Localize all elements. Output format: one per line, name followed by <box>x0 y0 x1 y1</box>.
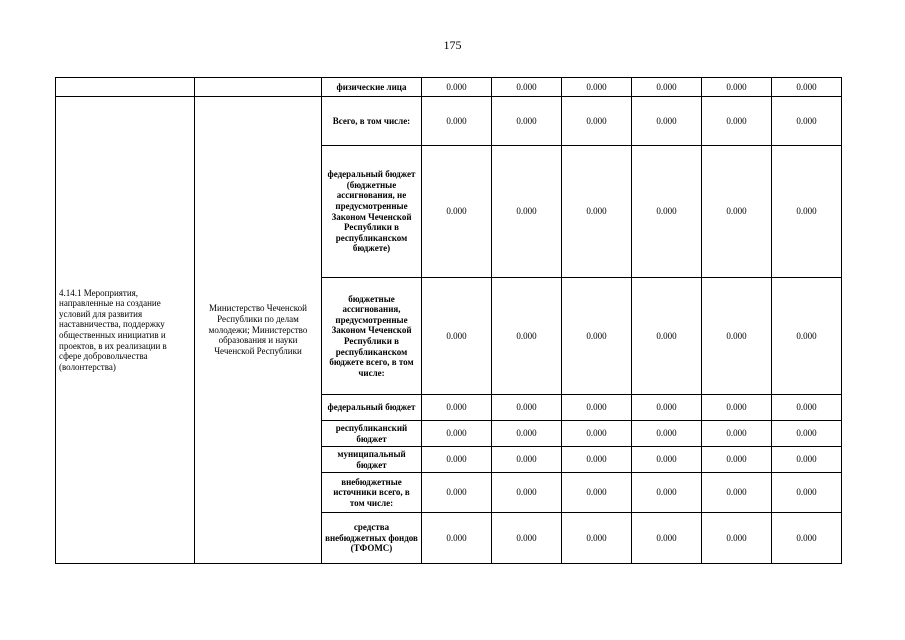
table-row <box>56 97 842 146</box>
amount-cell: 0.000 <box>632 395 702 421</box>
amount-cell: 0.000 <box>702 78 772 97</box>
amount-cell: 0.000 <box>632 78 702 97</box>
amount-cell: 0.000 <box>772 78 842 97</box>
table-row <box>56 78 842 97</box>
amount-cell: 0.000 <box>702 447 772 473</box>
amount-cell: 0.000 <box>632 473 702 513</box>
funding-source-label: Всего, в том числе: <box>322 97 422 146</box>
amount-cell: 0.000 <box>422 146 492 278</box>
amount-cell: 0.000 <box>772 97 842 146</box>
amount-cell: 0.000 <box>562 513 632 564</box>
budget-table <box>55 77 842 564</box>
amount-cell: 0.000 <box>562 473 632 513</box>
amount-cell: 0.000 <box>702 473 772 513</box>
activity-title-cell: 4.14.1 Мероприятия, направленные на создание условий для развития наставничества, поддержку общественных инициатив и проектов, в их реализации в сфере добровольчества (волонтерства) <box>56 97 195 564</box>
amount-cell: 0.000 <box>562 97 632 146</box>
amount-cell: 0.000 <box>492 78 562 97</box>
amount-cell: 0.000 <box>702 97 772 146</box>
amount-cell: 0.000 <box>632 97 702 146</box>
amount-cell: 0.000 <box>422 447 492 473</box>
amount-cell: 0.000 <box>562 146 632 278</box>
table-body <box>56 78 842 564</box>
amount-cell: 0.000 <box>492 447 562 473</box>
amount-cell: 0.000 <box>492 473 562 513</box>
amount-cell: 0.000 <box>422 473 492 513</box>
funding-source-label: средства внебюджетных фондов (ТФОМС) <box>322 513 422 564</box>
amount-cell: 0.000 <box>702 421 772 447</box>
amount-cell: 0.000 <box>702 395 772 421</box>
funding-source-label: федеральный бюджет <box>322 395 422 421</box>
amount-cell: 0.000 <box>422 513 492 564</box>
amount-cell: 0.000 <box>422 97 492 146</box>
amount-cell: 0.000 <box>772 447 842 473</box>
amount-cell: 0.000 <box>632 421 702 447</box>
amount-cell: 0.000 <box>772 278 842 395</box>
amount-cell: 0.000 <box>702 278 772 395</box>
amount-cell: 0.000 <box>492 395 562 421</box>
amount-cell: 0.000 <box>422 78 492 97</box>
amount-cell: 0.000 <box>772 513 842 564</box>
amount-cell: 0.000 <box>632 513 702 564</box>
funding-source-label: внебюджетные источники всего, в том числе: <box>322 473 422 513</box>
amount-cell: 0.000 <box>632 447 702 473</box>
amount-cell: 0.000 <box>562 78 632 97</box>
amount-cell: 0.000 <box>562 278 632 395</box>
amount-cell: 0.000 <box>422 395 492 421</box>
amount-cell: 0.000 <box>632 146 702 278</box>
funding-source-label: физические лица <box>322 78 422 97</box>
amount-cell: 0.000 <box>632 278 702 395</box>
funding-source-label: республиканский бюджет <box>322 421 422 447</box>
amount-cell: 0.000 <box>562 395 632 421</box>
empty-cell <box>56 78 195 97</box>
amount-cell: 0.000 <box>772 421 842 447</box>
amount-cell: 0.000 <box>492 421 562 447</box>
amount-cell: 0.000 <box>492 97 562 146</box>
page-number: 175 <box>443 38 462 52</box>
amount-cell: 0.000 <box>702 146 772 278</box>
funding-source-label: бюджетные ассигнования, предусмотренные Законом Чеченской Республики в республиканском бюджете всего, в том числе: <box>322 278 422 395</box>
amount-cell: 0.000 <box>492 278 562 395</box>
amount-cell: 0.000 <box>422 278 492 395</box>
executor-cell: Министерство Чеченской Республики по делам молодежи; Министерство образования и науки Чеченской Республики <box>195 97 322 564</box>
funding-source-label: муниципальный бюджет <box>322 447 422 473</box>
empty-cell <box>195 78 322 97</box>
amount-cell: 0.000 <box>492 513 562 564</box>
funding-source-label: федеральный бюджет (бюджетные ассигнования, не предусмотренные Законом Чеченской Республики в республиканском бюджете) <box>322 146 422 278</box>
amount-cell: 0.000 <box>772 395 842 421</box>
amount-cell: 0.000 <box>772 473 842 513</box>
amount-cell: 0.000 <box>562 447 632 473</box>
amount-cell: 0.000 <box>422 421 492 447</box>
amount-cell: 0.000 <box>772 146 842 278</box>
amount-cell: 0.000 <box>702 513 772 564</box>
amount-cell: 0.000 <box>562 421 632 447</box>
amount-cell: 0.000 <box>492 146 562 278</box>
